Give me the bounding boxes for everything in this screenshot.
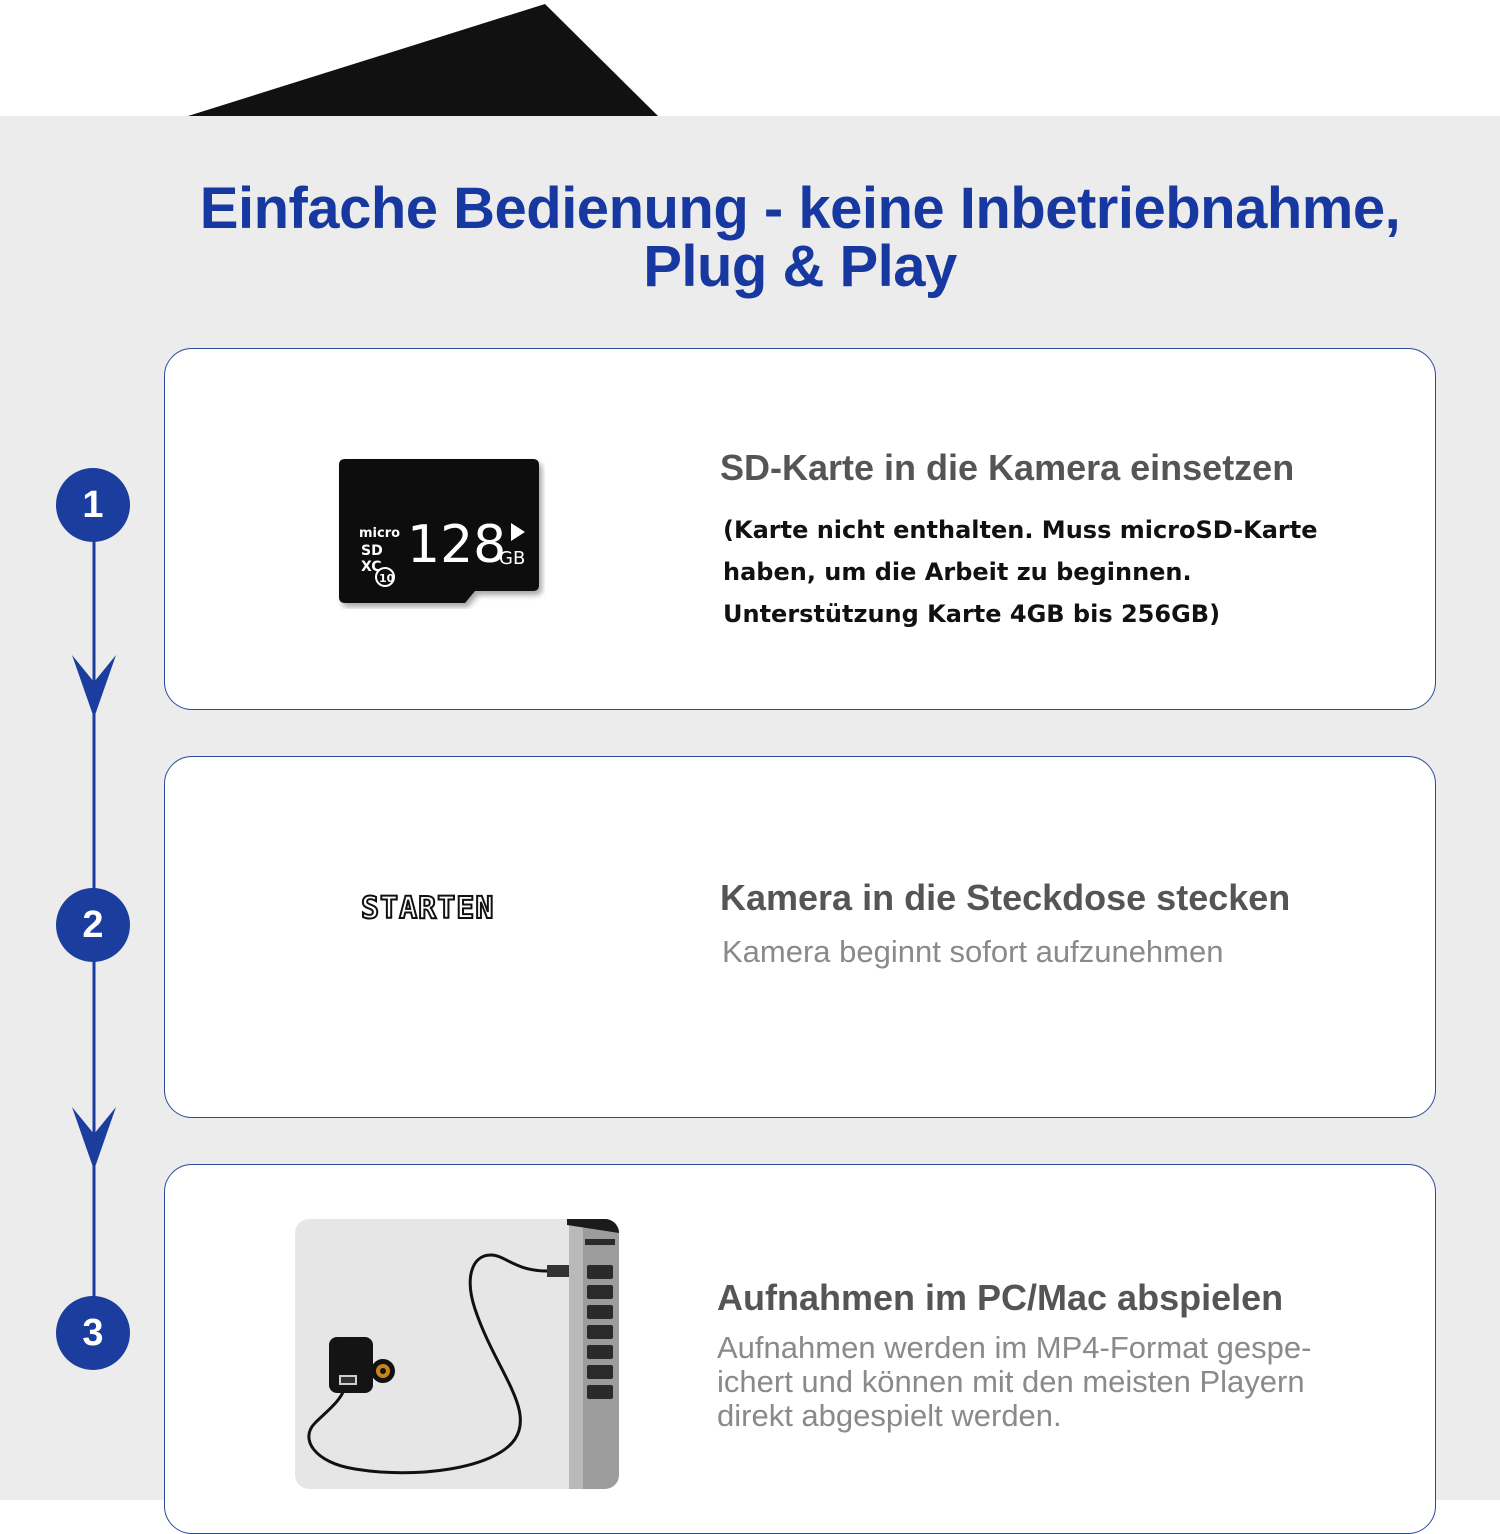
timeline-line xyxy=(0,0,190,1500)
title-line-2: Plug & Play xyxy=(643,234,957,299)
step-number-3: 3 xyxy=(56,1296,130,1370)
dark-device-edge-graphic xyxy=(0,0,1500,116)
step-3-description: Aufnahmen werden im MP4-Format gespe- ichert und können mit den meisten Playern direkt abgespielt werden. xyxy=(717,1330,1312,1433)
svg-text:SD: SD xyxy=(361,543,383,559)
step-3-heading: Aufnahmen im PC/Mac abspielen xyxy=(717,1277,1284,1318)
step-card-1 xyxy=(164,348,1436,710)
microsd-card-image xyxy=(335,457,545,609)
step-1-description: (Karte nicht enthalten. Muss microSD-Karte haben, um die Arbeit zu beginnen. Unterstützung Karte 4GB bis 256GB) xyxy=(723,516,1318,628)
svg-text:10: 10 xyxy=(379,572,395,585)
svg-text:XC: XC xyxy=(361,559,382,575)
camera-laptop-image xyxy=(295,1219,619,1489)
step-card-2 xyxy=(164,756,1436,1118)
step-number-2: 2 xyxy=(56,888,130,962)
top-banner xyxy=(0,0,1500,116)
step-timeline xyxy=(0,0,190,1500)
title-line-1: Einfache Bedienung - keine Inbetriebnahme, xyxy=(199,176,1401,241)
starten-logo: STARTEN xyxy=(361,891,495,926)
page-title xyxy=(150,176,1450,299)
step-1-heading: SD-Karte in die Kamera einsetzen xyxy=(720,447,1295,488)
step-card-3 xyxy=(164,1164,1436,1534)
svg-text:micro: micro xyxy=(359,526,401,541)
step-2-description: Kamera beginnt sofort aufzunehmen xyxy=(722,934,1224,969)
sd-capacity-label: 128 xyxy=(407,515,507,575)
step-2-heading: Kamera in die Steckdose stecken xyxy=(720,877,1291,918)
step-number-1: 1 xyxy=(56,468,130,542)
sd-unit-label: GB xyxy=(499,548,526,569)
